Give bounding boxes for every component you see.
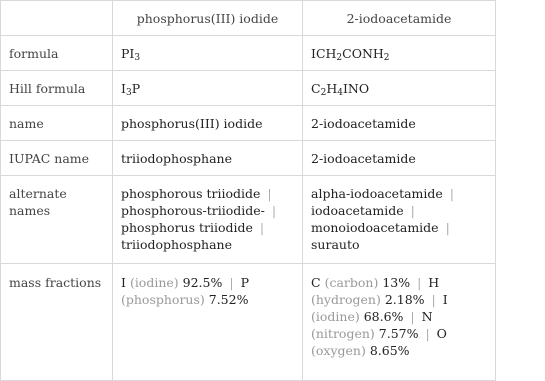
mass-fractions-cell-1	[113, 264, 303, 381]
row-formula	[1, 36, 496, 71]
alternate-names-cell-2	[303, 176, 496, 264]
formula-subscript: 2	[383, 52, 390, 63]
formula-text: I	[121, 80, 126, 96]
separator: |	[271, 203, 277, 218]
header-phosphorus-iii-iodide: phosphorus(III) iodide	[113, 1, 303, 36]
formula-cell-2	[303, 36, 496, 71]
alternate-name: phosphorus triiodide	[121, 220, 253, 235]
alternate-name: iodoacetamide	[311, 203, 404, 218]
formula-text: P	[131, 80, 141, 96]
mass-fraction-entry	[121, 275, 222, 290]
element-name: (nitrogen)	[311, 326, 375, 341]
row-name	[1, 106, 496, 141]
formula-cell-1	[113, 36, 303, 71]
element-symbol: C	[311, 275, 321, 290]
mass-percent: 13%	[382, 275, 411, 290]
element-name: (oxygen)	[311, 343, 366, 358]
formula-subscript: 3	[125, 87, 132, 98]
separator: |	[431, 292, 436, 307]
row-hill-formula	[1, 71, 496, 106]
mass-percent: 7.52%	[208, 292, 249, 307]
alternate-name: phosphorous-triiodide-	[121, 203, 265, 218]
row-label-iupac-name: IUPAC name	[1, 141, 113, 176]
formula-text: PI	[121, 45, 135, 61]
separator: |	[417, 275, 422, 290]
row-alternate-names	[1, 176, 496, 264]
mass-percent: 92.5%	[182, 275, 223, 290]
separator: |	[410, 309, 415, 324]
mass-fraction-entry	[311, 275, 410, 290]
element-symbol: I	[442, 292, 448, 307]
mass-percent: 68.6%	[363, 309, 404, 324]
element-symbol: P	[240, 275, 249, 290]
separator: |	[410, 203, 415, 218]
alternate-name: phosphorous triiodide	[121, 186, 261, 201]
row-label-mass-fractions: mass fractions	[1, 264, 113, 381]
alternate-name: surauto	[311, 237, 360, 252]
alternate-name: alpha-iodoacetamide	[311, 186, 443, 201]
hill-formula-cell-2	[303, 71, 496, 106]
iupac-name-cell-1: triiodophosphane	[113, 141, 303, 176]
mass-percent: 7.57%	[378, 326, 419, 341]
formula-subscript: 2	[320, 87, 327, 98]
row-mass-fractions	[1, 264, 496, 381]
element-name: (phosphorus)	[121, 292, 205, 307]
separator: |	[425, 326, 430, 341]
row-iupac-name	[1, 141, 496, 176]
header-row	[1, 1, 496, 36]
separator: |	[229, 275, 234, 290]
element-name: (iodine)	[311, 309, 360, 324]
mass-percent: 2.18%	[384, 292, 425, 307]
formula-subscript: 3	[134, 52, 141, 63]
formula-text: ICH	[311, 45, 337, 61]
element-name: (carbon)	[324, 275, 379, 290]
row-label-hill-formula: Hill formula	[1, 71, 113, 106]
formula-text: H	[326, 80, 338, 96]
separator: |	[267, 186, 272, 201]
element-symbol: O	[436, 326, 447, 341]
formula-subscript: 4	[337, 87, 343, 98]
name-cell-2: 2-iodoacetamide	[303, 106, 496, 141]
separator: |	[259, 220, 265, 235]
separator: |	[449, 186, 455, 201]
header-2-iodoacetamide: 2-iodoacetamide	[303, 1, 496, 36]
header-corner	[1, 1, 113, 36]
mass-fractions-cell-2	[303, 264, 496, 381]
name-cell-1: phosphorus(III) iodide	[113, 106, 303, 141]
alternate-names-cell-1	[113, 176, 303, 264]
element-name: (iodine)	[129, 275, 179, 290]
row-label-alternate-names: alternate names	[1, 176, 113, 264]
formula-text: CONH	[342, 45, 384, 61]
alternate-name: monoiodoacetamide	[311, 220, 439, 235]
alternate-name: triiodophosphane	[121, 237, 232, 252]
separator: |	[445, 220, 450, 235]
hill-formula-cell-1	[113, 71, 303, 106]
element-symbol: N	[421, 309, 433, 324]
row-label-formula: formula	[1, 36, 113, 71]
element-name: (hydrogen)	[311, 292, 381, 307]
formula-text: INO	[342, 80, 370, 96]
element-symbol: H	[428, 275, 440, 290]
formula-subscript: 2	[336, 52, 343, 63]
row-label-name: name	[1, 106, 113, 141]
element-symbol: I	[121, 275, 126, 290]
iupac-name-cell-2: 2-iodoacetamide	[303, 141, 496, 176]
formula-text: C	[311, 80, 321, 96]
mass-percent: 8.65%	[369, 343, 410, 358]
